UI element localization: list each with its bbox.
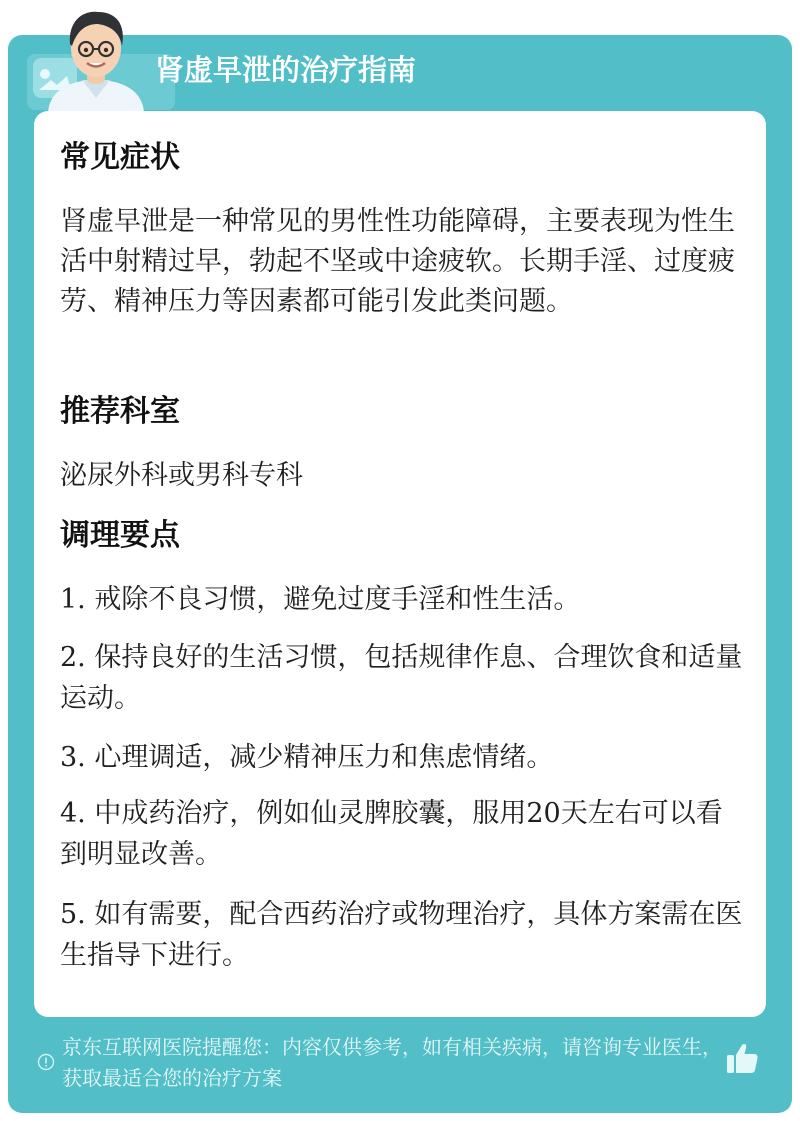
- department-text: 泌尿外科或男科专科: [60, 460, 303, 491]
- list-item-number: 3.: [60, 742, 86, 773]
- list-item-number: 5.: [60, 899, 86, 930]
- thumbs-up-icon[interactable]: [724, 1040, 760, 1076]
- list-item: [60, 579, 744, 620]
- list-item: [60, 793, 744, 875]
- list-item-number: 4.: [60, 798, 86, 829]
- content-card: [34, 111, 766, 1017]
- info-icon: [37, 1053, 55, 1071]
- list-item-number: 1.: [60, 584, 86, 615]
- symptoms-heading: 常见症状: [60, 140, 180, 175]
- list-item-text: 中成药治疗，例如仙灵脾胶囊，服用: [94, 798, 527, 829]
- list-item: [60, 637, 744, 719]
- symptoms-text: 肾虚早泄是一种常见的男性性功能障碍，主要表现为性生活中射精过早，勃起不坚或中途疲软。长期手淫、过度疲劳、精神压力等因素都可能引发此类问题。: [60, 206, 735, 317]
- list-item: [60, 894, 744, 976]
- list-item-text: 保持良好的生活习惯，包括规律作息、合理饮食和适量运动。: [60, 642, 743, 714]
- list-item-text: 戒除不良习惯，避免过度手淫和性生活。: [94, 584, 581, 615]
- list-item-number: 2.: [60, 642, 86, 673]
- care-heading: 调理要点: [60, 518, 180, 553]
- list-item-text: 心理调适，减少精神压力和焦虑情绪。: [94, 742, 554, 773]
- disclaimer-text: 京东互联网医院提醒您：内容仅供参考，如有相关疾病，请咨询专业医生，获取最适合您的治疗方案: [62, 1035, 722, 1090]
- dosage-days: 20: [526, 798, 561, 829]
- page-title: 肾虚早泄的治疗指南: [155, 53, 417, 87]
- list-item-text: 天左右可以看到明显改善。: [60, 798, 723, 870]
- list-item: [60, 737, 744, 778]
- list-item-text: 如有需要，配合西药治疗或物理治疗，具体方案需在医生指导下进行。: [60, 899, 743, 971]
- department-heading: 推荐科室: [60, 394, 180, 429]
- doctor-avatar: [40, 4, 152, 112]
